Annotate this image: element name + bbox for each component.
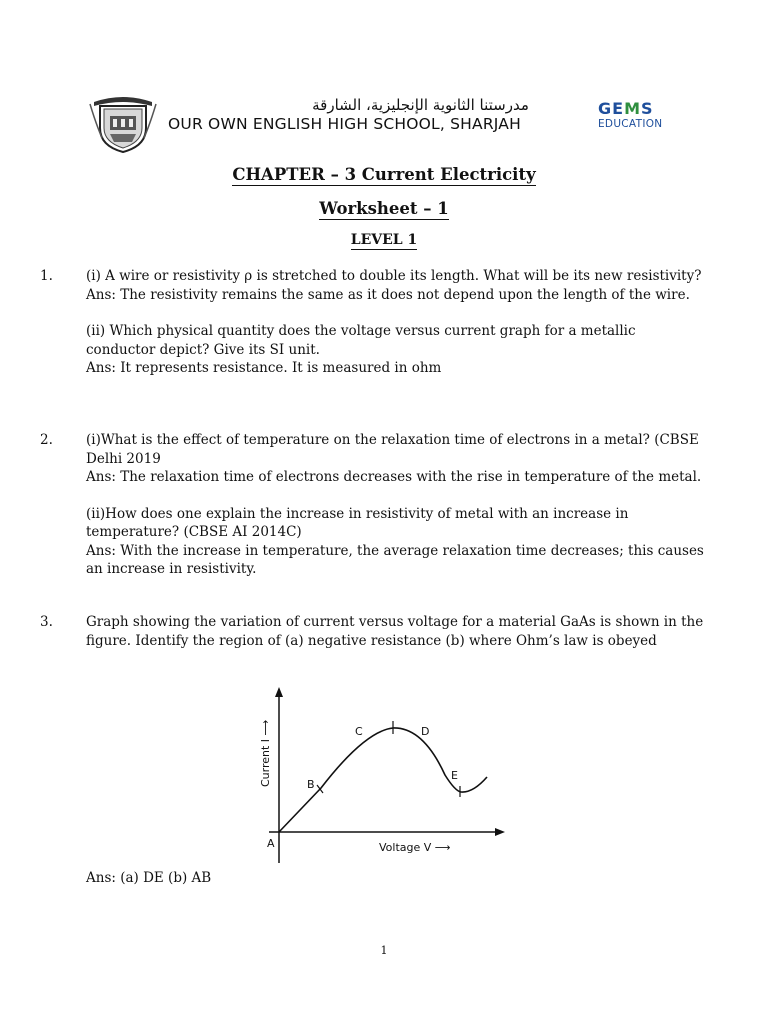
- x-axis-label: Voltage V ⟶: [379, 841, 451, 854]
- question-text: (ii)How does one explain the increase in resistivity of metal with an increase in temperature? (CBSE AI 2014C): [86, 505, 629, 540]
- chapter-title: CHAPTER – 3 Current Electricity: [232, 165, 536, 184]
- school-name-arabic: مدرستنا الثانوية الإنجليزية، الشارقة: [312, 96, 529, 114]
- point-label-c: C: [355, 725, 363, 738]
- school-name: OUR OWN ENGLISH HIGH SCHOOL, SHARJAH: [168, 115, 521, 133]
- y-axis-label: Current I ⟶: [259, 719, 272, 787]
- question-number: 3.: [40, 614, 53, 630]
- x-axis-arrow-icon: [495, 828, 505, 836]
- question-number: 1.: [40, 268, 53, 284]
- school-crest-icon: [88, 94, 158, 154]
- gems-logo-subtitle: EDUCATION: [598, 118, 663, 130]
- point-label-d: D: [421, 725, 430, 738]
- school-header: [88, 94, 678, 156]
- question-text: (i)What is the effect of temperature on the relaxation time of electrons in a metal? (CBSE Delhi 2019: [86, 432, 699, 467]
- gems-education-logo: [598, 100, 676, 130]
- point-label-a: A: [267, 837, 275, 850]
- level-title: LEVEL 1: [350, 232, 418, 248]
- answer-text: Ans: With the increase in temperature, the average relaxation time decreases; this causes an increase in resistivity.: [86, 542, 704, 577]
- point-label-b: B: [307, 778, 315, 791]
- question-text: (ii) Which physical quantity does the voltage versus current graph for a metallic conductor depict? Give its SI unit.: [86, 323, 636, 358]
- gems-logo-word: GEMS: [598, 99, 654, 118]
- question-text: (i) A wire or resistivity ρ is stretched to double its length. What will be its new resistivity?: [86, 268, 702, 284]
- answer-text: Ans: The relaxation time of electrons decreases with the rise in temperature of the metal.: [86, 469, 702, 485]
- worksheet-title: Worksheet – 1: [319, 199, 449, 218]
- y-axis-arrow-icon: [275, 687, 283, 697]
- answer-text: Ans: (a) DE (b) AB: [86, 870, 212, 886]
- question-text: Graph showing the variation of current versus voltage for a material GaAs is shown in the figure. Identify the region of (a) negative resistance (b) where Ohm’s law is obeyed: [86, 614, 704, 649]
- point-label-e: E: [451, 769, 458, 782]
- answer-text: Ans: It represents resistance. It is measured in ohm: [86, 360, 442, 376]
- page-number: 1: [380, 944, 388, 957]
- question-number: 2.: [40, 432, 53, 448]
- answer-text: Ans: The resistivity remains the same as it does not depend upon the length of the wire.: [86, 286, 690, 303]
- current-voltage-graph: [255, 685, 505, 865]
